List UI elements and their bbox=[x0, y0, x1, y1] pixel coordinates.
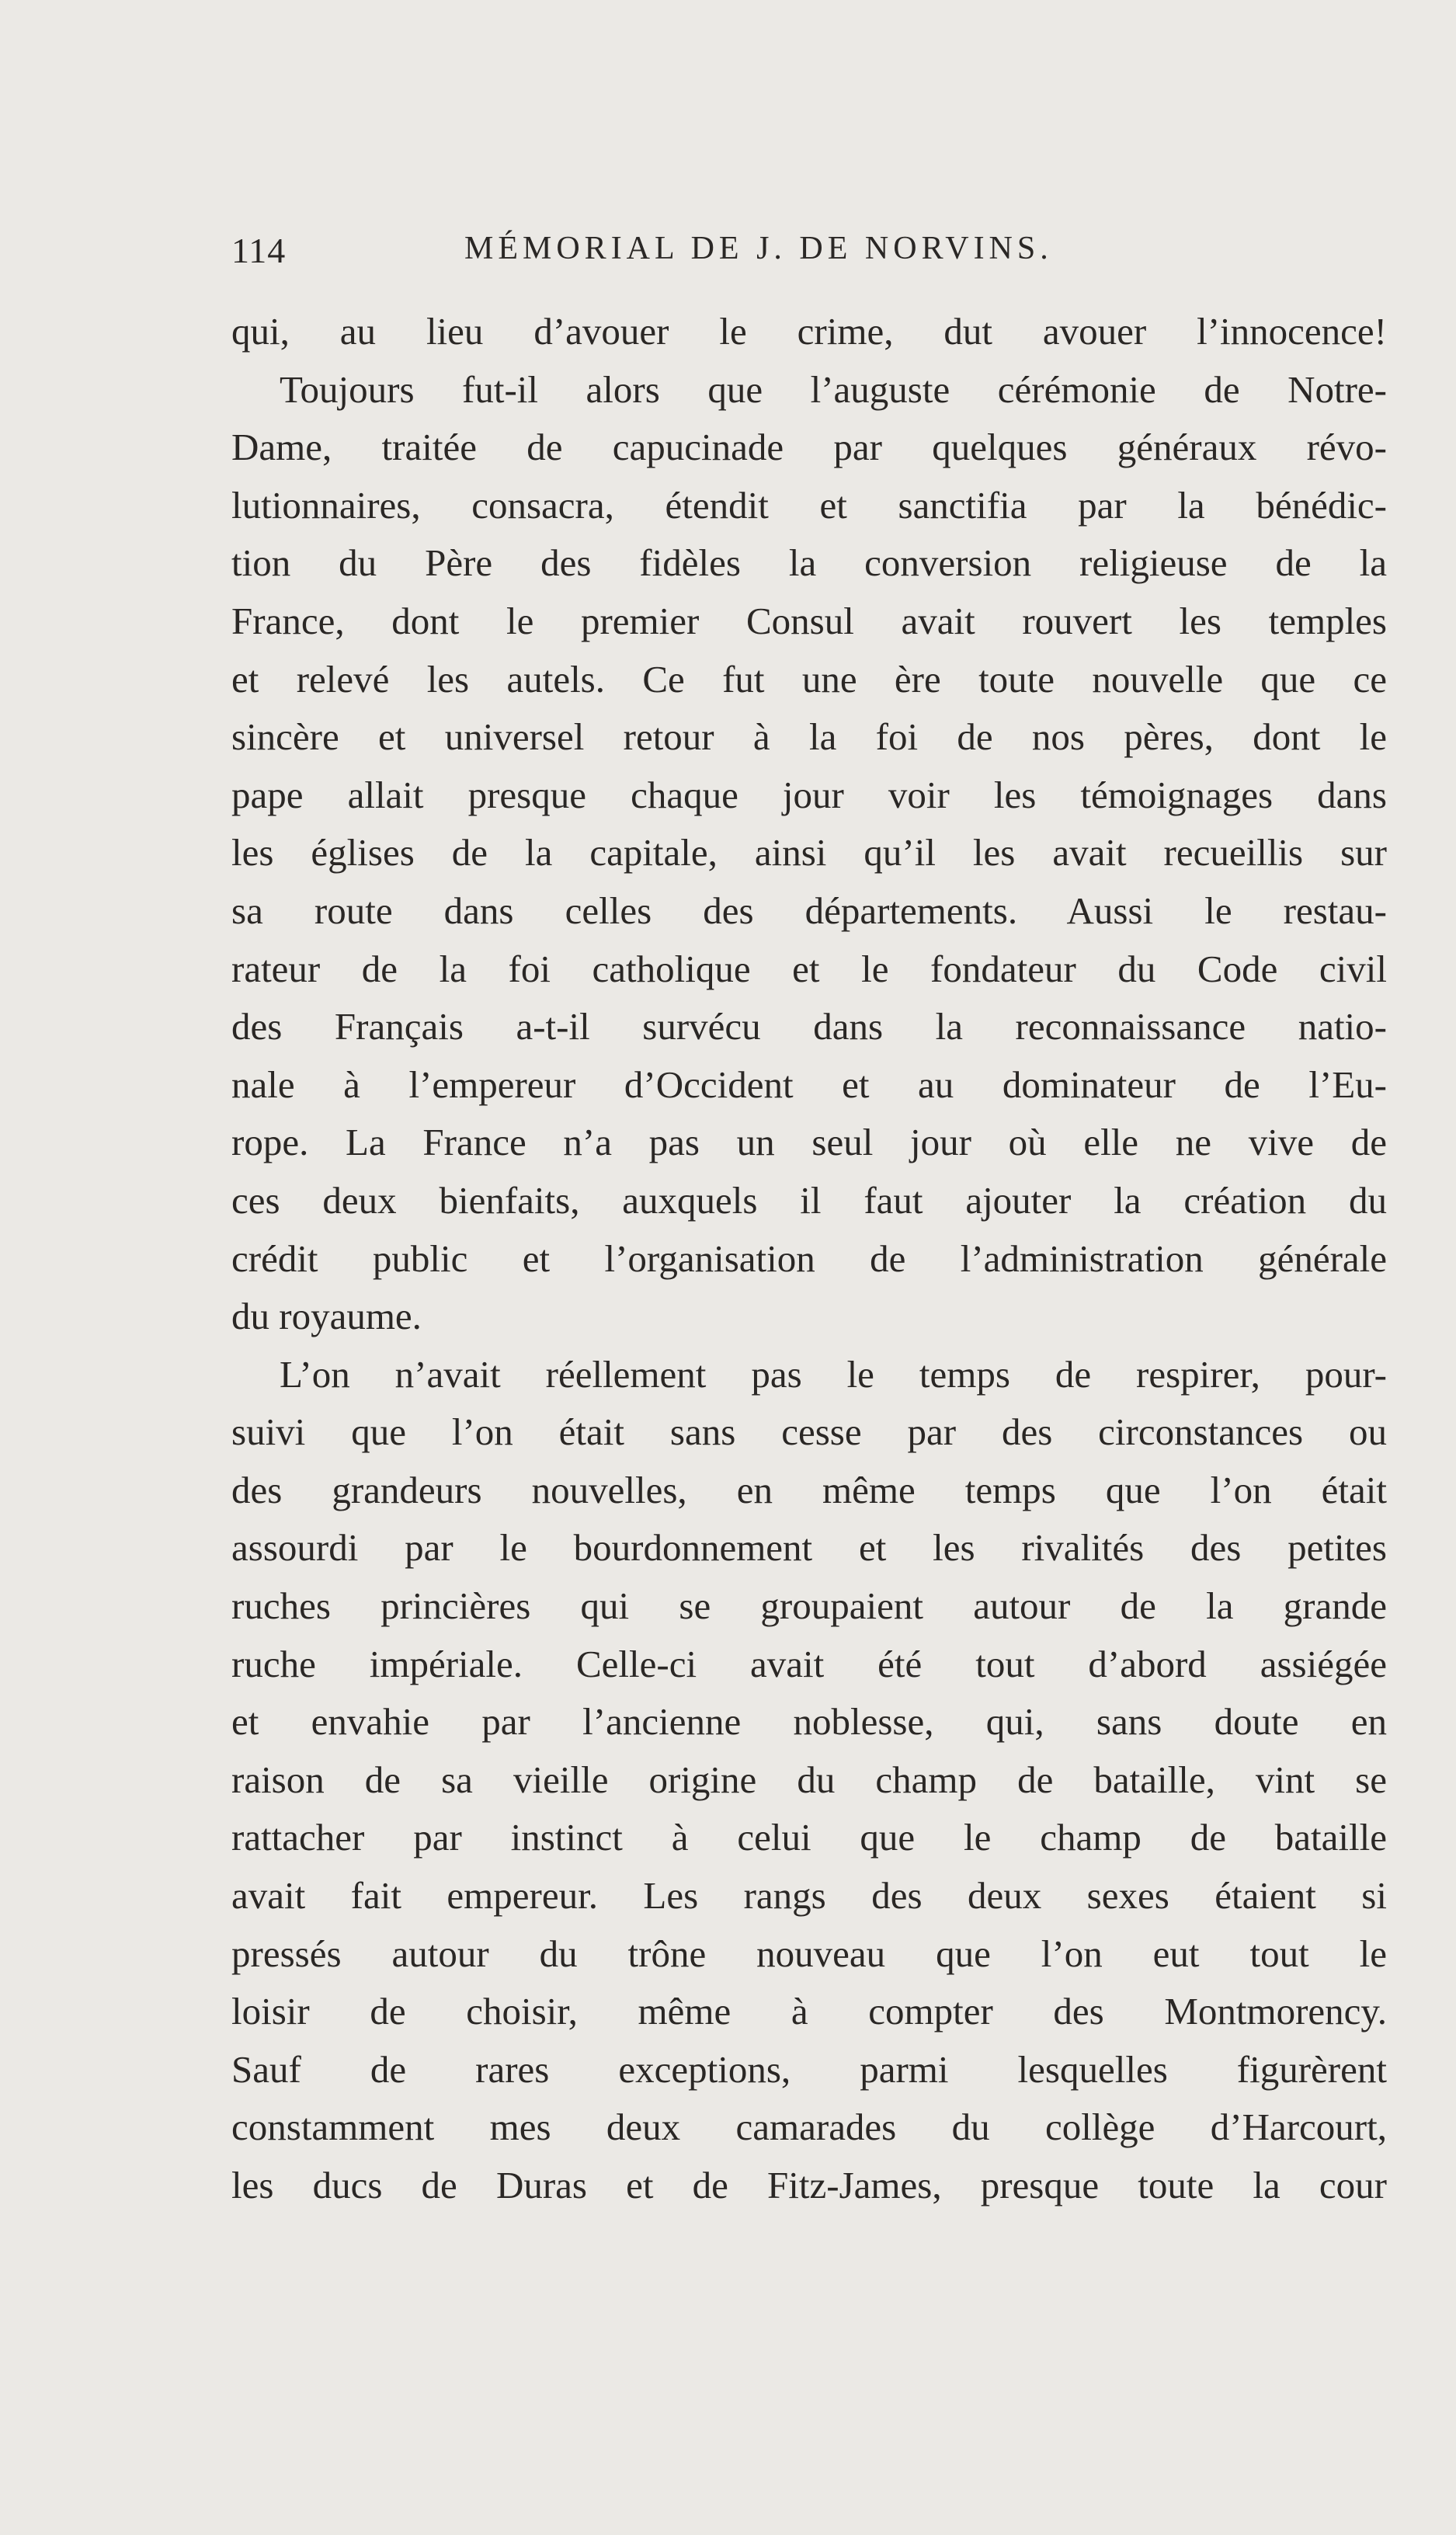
text-line: suivi que l’on était sans cesse par des circonstances ou bbox=[231, 1410, 1387, 1454]
text-line: Dame, traitée de capucinade par quelques généraux révo- bbox=[231, 426, 1387, 469]
text-line: les églises de la capitale, ainsi qu’il les avait recueillis sur bbox=[231, 831, 1387, 875]
text-line: rattacher par instinct à celui que le champ de bataille bbox=[231, 1816, 1387, 1859]
text-line: sa route dans celles des départements. Aussi le restau- bbox=[231, 888, 1387, 932]
text-line: Sauf de rares exceptions, parmi lesquelles figurèrent bbox=[231, 2047, 1387, 2091]
text-line: et envahie par l’ancienne noblesse, qui, sans doute en bbox=[231, 1700, 1387, 1744]
text-line: assourdi par le bourdonnement et les rivalités des petites bbox=[231, 1526, 1387, 1570]
text-line: les ducs de Duras et de Fitz-James, presque toute la cour bbox=[231, 2164, 1387, 2206]
text-line: pressés autour du trône nouveau que l’on eut tout le bbox=[231, 1932, 1387, 1975]
text-line: pape allait presque chaque jour voir les témoignages dans bbox=[231, 773, 1387, 816]
text-line: sincère et universel retour à la foi de nos pères, dont le bbox=[231, 715, 1387, 759]
body-text bbox=[231, 303, 1387, 2215]
text-line: France, dont le premier Consul avait rouvert les temples bbox=[231, 599, 1387, 642]
running-head bbox=[231, 230, 1387, 273]
text-line: avait fait empereur. Les rangs des deux sexes étaient si bbox=[231, 1874, 1387, 1918]
text-line: des Français a-t-il survécu dans la reconnaissance natio- bbox=[231, 1005, 1387, 1048]
paragraph-end-line: du royaume. bbox=[231, 1295, 422, 1338]
text-line: ces deux bienfaits, auxquels il faut ajouter la création du bbox=[231, 1178, 1387, 1222]
running-title: MÉMORIAL DE J. DE NORVINS. bbox=[464, 231, 1053, 266]
text-line: constamment mes deux camarades du collège d’Harcourt, bbox=[231, 2106, 1387, 2149]
text-line: qui, au lieu d’avouer le crime, dut avouer l’innocence! bbox=[231, 310, 1387, 353]
page-number: 114 bbox=[231, 231, 287, 270]
text-line: raison de sa vieille origine du champ de bataille, vint se bbox=[231, 1758, 1387, 1801]
text-line: et relevé les autels. Ce fut une ère toute nouvelle que ce bbox=[231, 657, 1387, 701]
text-line: crédit public et l’organisation de l’administration générale bbox=[231, 1236, 1387, 1280]
text-line: lutionnaires, consacra, étendit et sanctifia par la bénédic- bbox=[231, 483, 1387, 527]
text-line: des grandeurs nouvelles, en même temps que l’on était bbox=[231, 1468, 1387, 1511]
text-line: rateur de la foi catholique et le fondateur du Code civil bbox=[231, 947, 1387, 990]
text-line: tion du Père des fidèles la conversion religieuse de la bbox=[231, 541, 1387, 585]
text-line: nale à l’empereur d’Occident et au dominateur de l’Eu- bbox=[231, 1062, 1387, 1106]
text-line: ruches princières qui se groupaient autour de la grande bbox=[231, 1584, 1387, 1628]
paragraph-start-line: L’on n’avait réellement pas le temps de respirer, pour- bbox=[280, 1352, 1387, 1396]
text-line: loisir de choisir, même à compter des Montmorency. bbox=[231, 1990, 1387, 2033]
text-line: ruche impériale. Celle-ci avait été tout d’abord assiégée bbox=[231, 1642, 1387, 1685]
text-line: rope. La France n’a pas un seul jour où elle ne vive de bbox=[231, 1121, 1387, 1164]
paragraph-start-line: Toujours fut-il alors que l’auguste cérémonie de Notre- bbox=[280, 367, 1387, 411]
